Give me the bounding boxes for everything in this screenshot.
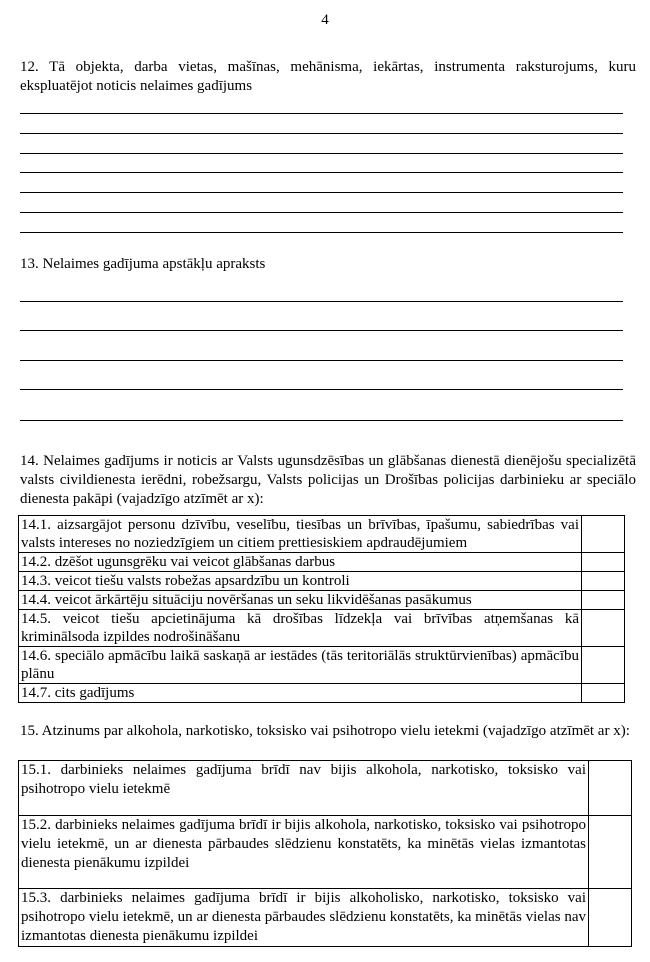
option-label: 14.3. veicot tiešu valsts robežas apsardzību un kontroli bbox=[19, 572, 582, 591]
section-14-title: 14. Nelaimes gadījums ir noticis ar Valsts ugunsdzēsības un glābšanas dienestā dienējošu specializētā valsts civildienesta ierēdni, robežsargu, Valsts policijas un Drošības policijas darbinieku ar speciālo dienesta pakāpi (vajadzīgo atzīmēt ar x): bbox=[20, 453, 636, 507]
section-15-title: 15. Atzinums par alkohola, narkotisko, toksisko vai psihotropo vielu ietekmi (vajadzīgo atzīmēt ar x): bbox=[20, 723, 630, 739]
option-label: 14.1. aizsargājot personu dzīvību, veselību, tiesības un brīvības, īpašumu, sabiedrības vai valsts intereses no noziedzīgiem un citiem prettiesiskiem apdraudējumiem bbox=[19, 516, 582, 553]
answer-line[interactable] bbox=[20, 232, 623, 233]
option-label: 14.2. dzēšot ugunsgrēku vai veicot glābšanas darbus bbox=[19, 553, 582, 572]
table-row bbox=[19, 761, 632, 816]
table-row bbox=[19, 516, 625, 553]
answer-line[interactable] bbox=[20, 389, 623, 390]
option-label: 14.4. veicot ārkārtēju situāciju novēršanas un seku likvidēšanas pasākumus bbox=[19, 591, 582, 610]
option-label: 14.6. speciālo apmācību laikā saskaņā ar iestādes (tās teritoriālās struktūrvienības) apmācību plānu bbox=[19, 647, 582, 684]
option-label: 14.5. veicot tiešu apcietinājuma kā drošības līdzekļa vai brīvības atņemšanas kā kriminālsoda izpildes nodrošināšanu bbox=[19, 610, 582, 647]
answer-line[interactable] bbox=[20, 133, 623, 134]
answer-line[interactable] bbox=[20, 360, 623, 361]
mark-cell[interactable] bbox=[582, 591, 625, 610]
option-label: 15.1. darbinieks nelaimes gadījuma brīdī nav bijis alkohola, narkotisko, toksisko vai psihotropo vielu ietekmē bbox=[19, 761, 589, 816]
mark-cell[interactable] bbox=[582, 553, 625, 572]
table-row bbox=[19, 591, 625, 610]
section-13-title: 13. Nelaimes gadījuma apstākļu apraksts bbox=[20, 256, 266, 272]
option-label: 15.3. darbinieks nelaimes gadījuma brīdī ir bijis alkoholisko, narkotisko, toksisko vai psihotropo vielu ietekmē, un ar dienesta pārbaudes slēdzienu konstatēts, ka minētās vielas nav izmantotas dienesta pienākumu izpildei bbox=[19, 889, 589, 947]
answer-line[interactable] bbox=[20, 172, 623, 173]
answer-line[interactable] bbox=[20, 330, 623, 331]
answer-line[interactable] bbox=[20, 113, 623, 114]
table-row bbox=[19, 610, 625, 647]
table-row bbox=[19, 572, 625, 591]
section-12-title: 12. Tā objekta, darba vietas, mašīnas, mehānisma, iekārtas, instrumenta raksturojums, kuru ekspluatējot noticis nelaimes gadījums bbox=[20, 59, 636, 94]
mark-cell[interactable] bbox=[582, 610, 625, 647]
mark-cell[interactable] bbox=[582, 684, 625, 703]
option-label: 14.7. cits gadījums bbox=[19, 684, 582, 703]
mark-cell[interactable] bbox=[582, 572, 625, 591]
mark-cell[interactable] bbox=[582, 516, 625, 553]
section-14-table bbox=[18, 515, 625, 703]
table-row bbox=[19, 647, 625, 684]
mark-cell[interactable] bbox=[589, 889, 632, 947]
table-row bbox=[19, 816, 632, 889]
answer-line[interactable] bbox=[20, 192, 623, 193]
answer-line[interactable] bbox=[20, 212, 623, 213]
table-row bbox=[19, 684, 625, 703]
mark-cell[interactable] bbox=[589, 761, 632, 816]
table-row bbox=[19, 553, 625, 572]
answer-line[interactable] bbox=[20, 420, 623, 421]
answer-line[interactable] bbox=[20, 301, 623, 302]
table-row bbox=[19, 889, 632, 947]
section-15-table bbox=[18, 760, 632, 947]
answer-line[interactable] bbox=[20, 153, 623, 154]
page-number: 4 bbox=[321, 12, 329, 28]
mark-cell[interactable] bbox=[589, 816, 632, 889]
option-label: 15.2. darbinieks nelaimes gadījuma brīdī ir bijis alkohola, narkotisko, toksisko vai psihotropo vielu ietekmē, un ar dienesta pārbaudes slēdzienu konstatēts, ka minētās vielas izmantotas dienesta pienākumu izpildei bbox=[19, 816, 589, 889]
mark-cell[interactable] bbox=[582, 647, 625, 684]
